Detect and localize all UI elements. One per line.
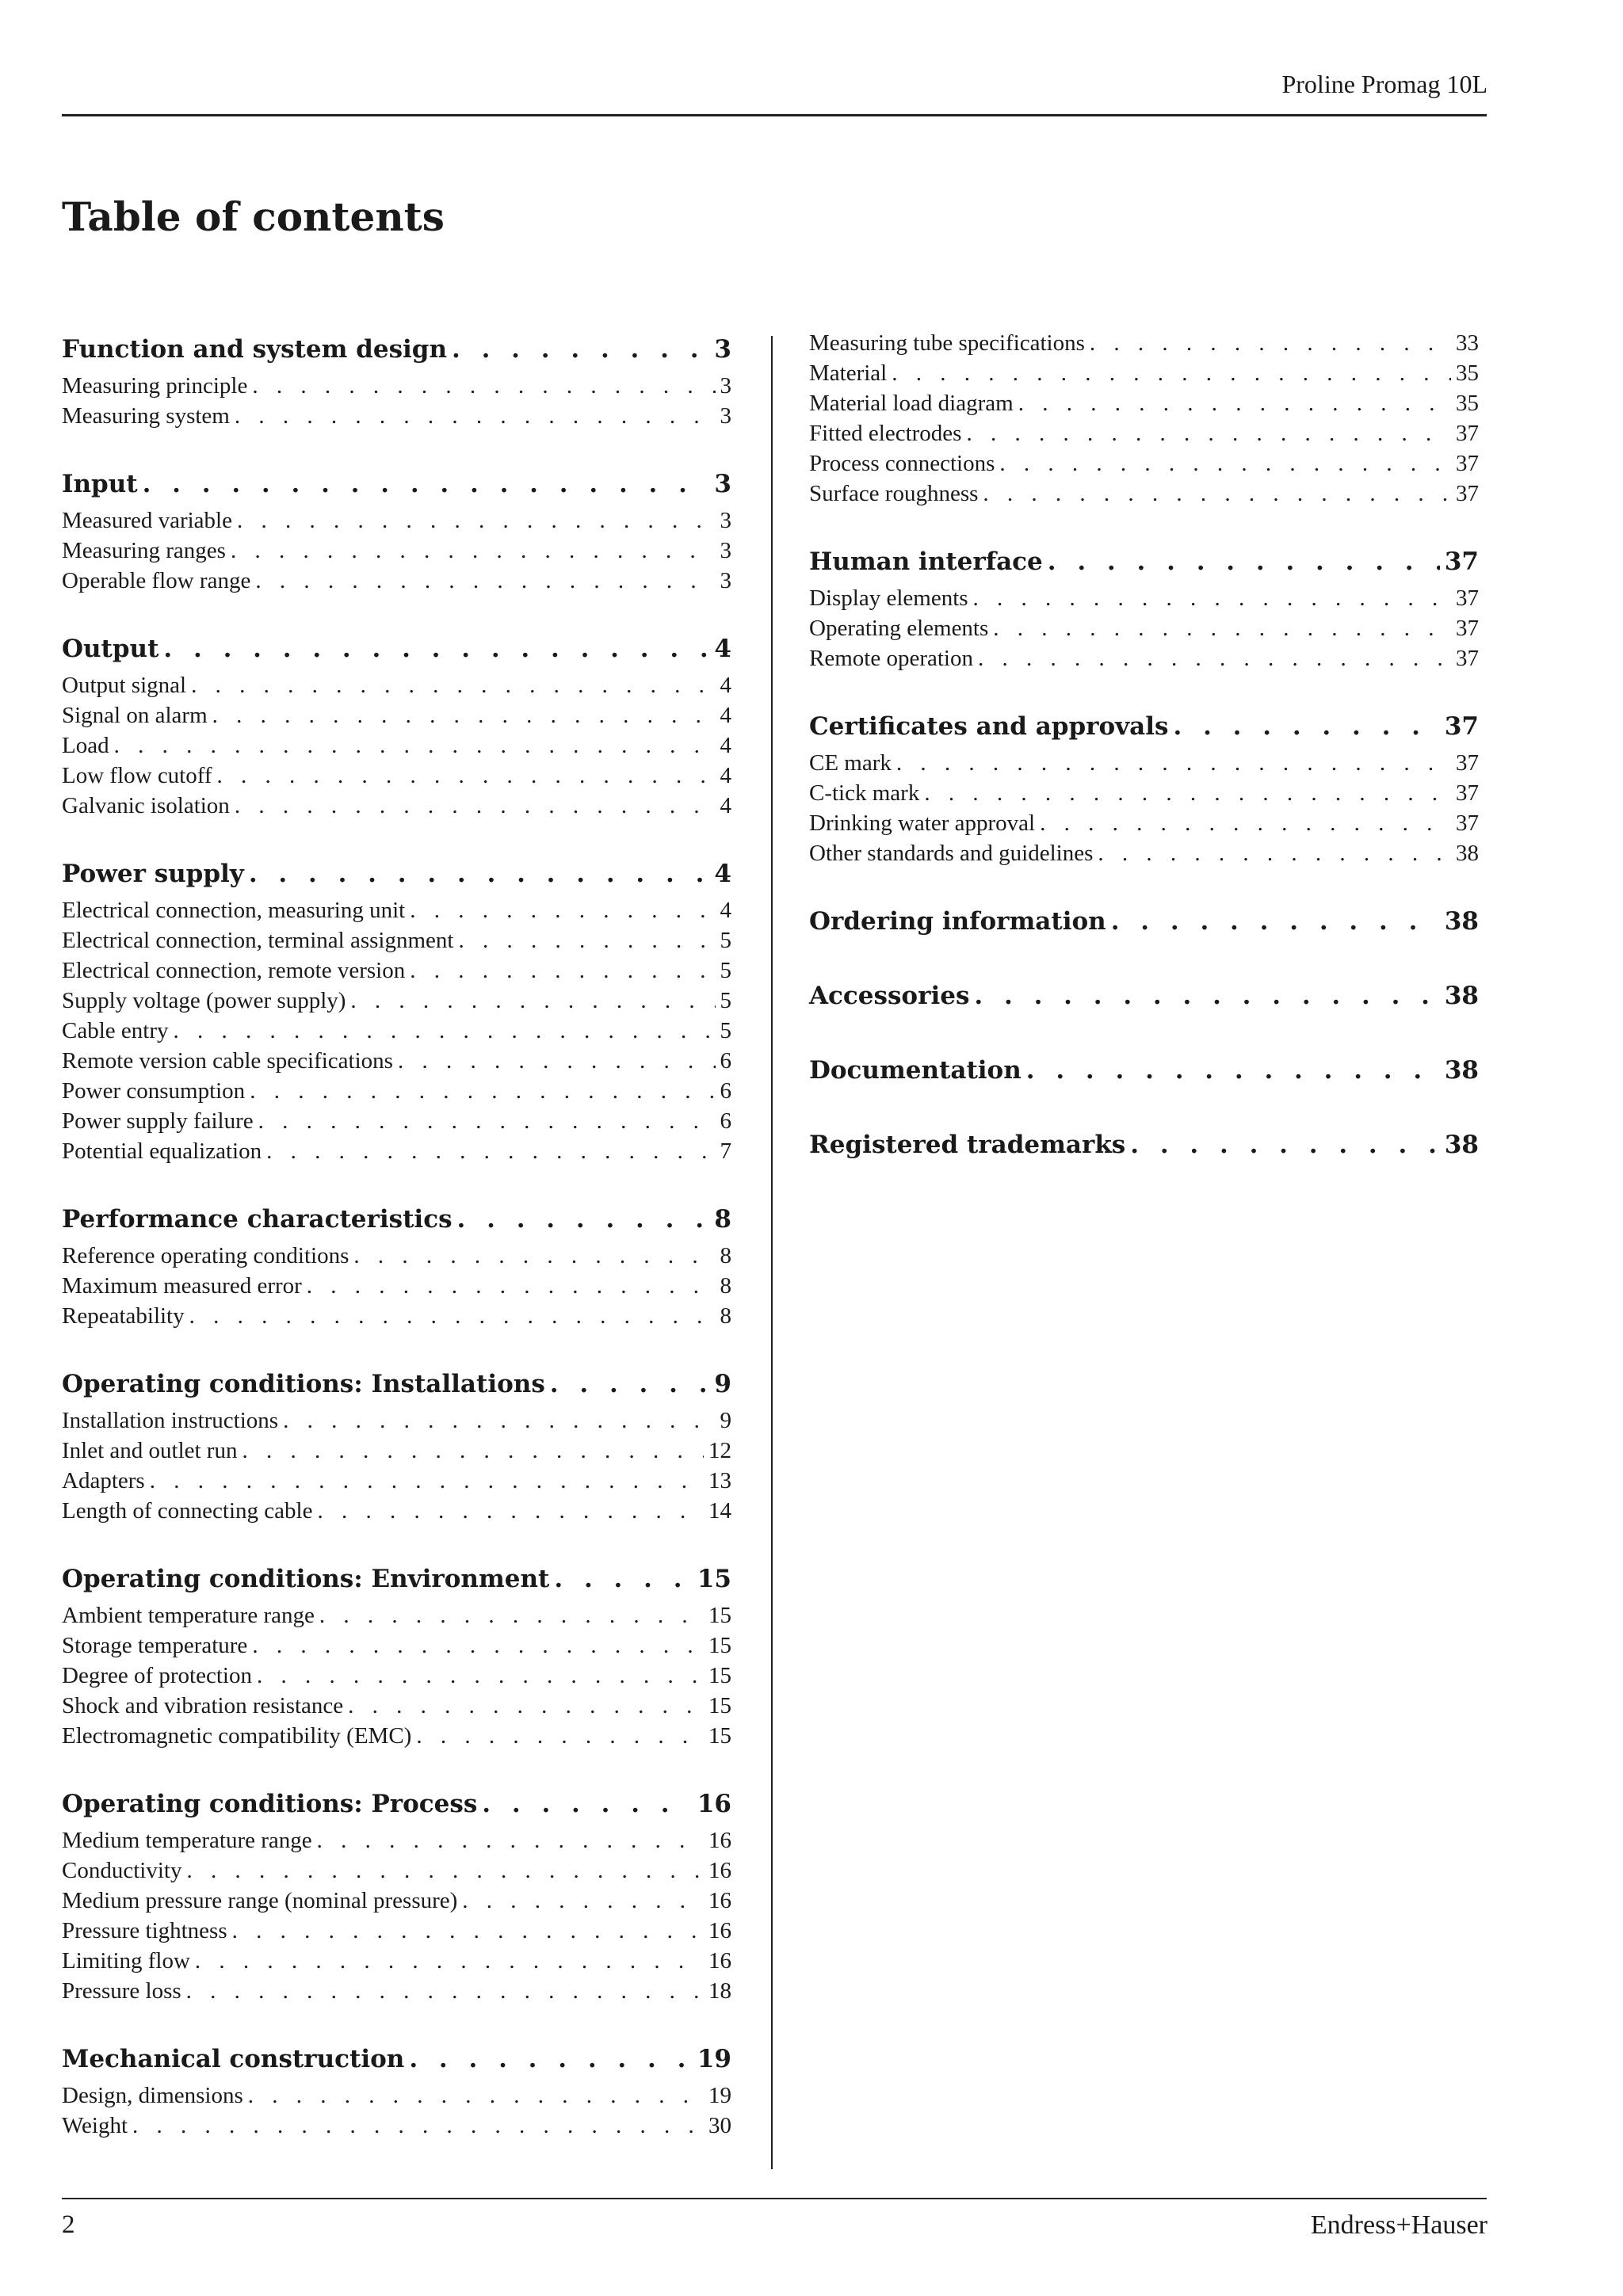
toc-heading[interactable] xyxy=(62,1363,731,1405)
toc-heading[interactable] xyxy=(809,1123,1479,1166)
dot-leader xyxy=(1026,1049,1440,1092)
dot-leader xyxy=(398,1046,716,1076)
dot-leader xyxy=(195,1946,704,1976)
toc-entry-label: Adapters xyxy=(62,1468,145,1493)
toc-entry[interactable] xyxy=(62,1976,731,2006)
toc-entry-page-number: 38 xyxy=(1456,841,1479,866)
toc-section xyxy=(62,1198,731,1331)
dot-leader xyxy=(317,1825,704,1855)
toc-entry-page-number: 37 xyxy=(1456,646,1479,671)
toc-entry-page-number: 35 xyxy=(1456,360,1479,386)
toc-entry-page-number: 3 xyxy=(720,403,731,429)
toc-heading-page-number: 38 xyxy=(1444,982,1479,1010)
toc-entry-page-number: 5 xyxy=(720,1018,731,1043)
toc-entry-label: Display elements xyxy=(809,585,968,611)
toc-entry-label: Measuring ranges xyxy=(62,538,226,563)
toc-heading-label: Certificates and approvals xyxy=(809,712,1169,741)
toc-entry-page-number: 16 xyxy=(708,1828,731,1853)
toc-heading-page-number: 4 xyxy=(714,635,731,663)
toc-entry-label: Ambient temperature range xyxy=(62,1603,315,1628)
toc-entry-page-number: 5 xyxy=(720,958,731,983)
toc-entry-label: Cable entry xyxy=(62,1018,169,1043)
toc-entry[interactable] xyxy=(62,986,731,1016)
toc-heading[interactable] xyxy=(809,1049,1479,1092)
toc-entry[interactable] xyxy=(62,1825,731,1855)
toc-section xyxy=(809,540,1479,673)
toc-entry-page-number: 37 xyxy=(1456,810,1479,836)
dot-leader xyxy=(410,895,715,925)
toc-entry-label: Design, dimensions xyxy=(62,2083,243,2108)
dot-leader xyxy=(242,1436,704,1466)
toc-entry[interactable] xyxy=(62,1106,731,1136)
toc-entry-page-number: 37 xyxy=(1456,451,1479,476)
toc-entry-label: Pressure loss xyxy=(62,1978,181,2004)
dot-leader xyxy=(248,2081,704,2111)
toc-section xyxy=(62,2038,731,2141)
toc-heading-label: Mechanical construction xyxy=(62,2045,405,2073)
toc-section xyxy=(62,1363,731,1526)
toc-entry-page-number: 4 xyxy=(720,703,731,728)
dot-leader xyxy=(462,1886,704,1916)
toc-entry-label: Supply voltage (power supply) xyxy=(62,988,346,1013)
toc-entry-label: Length of connecting cable xyxy=(62,1498,313,1524)
toc-entry-label: Limiting flow xyxy=(62,1948,190,1974)
dot-leader xyxy=(1111,900,1440,943)
toc-entry-page-number: 16 xyxy=(708,1888,731,1913)
toc-entry-label: Material load diagram xyxy=(809,391,1014,416)
toc-heading-label: Power supply xyxy=(62,860,244,888)
dot-leader xyxy=(143,463,710,505)
toc-entry[interactable] xyxy=(809,643,1479,673)
toc-entry[interactable] xyxy=(62,371,731,401)
toc-entry-label: Maximum measured error xyxy=(62,1273,302,1299)
dot-leader xyxy=(231,536,716,566)
toc-entry-page-number: 15 xyxy=(708,1693,731,1718)
dot-leader xyxy=(993,613,1451,643)
toc-entry[interactable] xyxy=(62,1436,731,1466)
toc-entry-page-number: 6 xyxy=(720,1048,731,1074)
toc-entry-page-number: 8 xyxy=(720,1303,731,1329)
toc-entry[interactable] xyxy=(62,1600,731,1630)
toc-entry-page-number: 37 xyxy=(1456,750,1479,776)
toc-entry-label: CE mark xyxy=(809,750,892,776)
dot-leader xyxy=(1018,388,1451,418)
toc-entry[interactable] xyxy=(62,2111,731,2141)
toc-entry-page-number: 3 xyxy=(720,508,731,533)
toc-section xyxy=(62,328,731,431)
toc-section xyxy=(62,1783,731,2006)
dot-leader xyxy=(186,1976,704,2006)
dot-leader xyxy=(973,583,1451,613)
toc-entry[interactable] xyxy=(62,1946,731,1976)
page-title: Table of contents xyxy=(62,193,445,240)
toc-entry-page-number: 8 xyxy=(720,1273,731,1299)
toc-entry-label: Storage temperature xyxy=(62,1633,248,1658)
dot-leader xyxy=(257,1661,704,1691)
toc-entry-page-number: 37 xyxy=(1456,585,1479,611)
dot-leader xyxy=(258,1106,716,1136)
toc-heading-label: Accessories xyxy=(809,982,970,1010)
toc-entry[interactable] xyxy=(62,1886,731,1916)
dot-leader xyxy=(353,1241,715,1271)
toc-heading[interactable] xyxy=(62,1783,731,1825)
toc-entry[interactable] xyxy=(62,670,731,700)
toc-entry[interactable] xyxy=(62,791,731,821)
toc-entry-label: Weight xyxy=(62,2113,128,2138)
dot-leader xyxy=(186,1855,704,1886)
toc-entry[interactable] xyxy=(62,1016,731,1046)
toc-heading-page-number: 38 xyxy=(1444,907,1479,936)
footer-page-number: 2 xyxy=(62,2210,75,2239)
dot-leader xyxy=(232,1916,704,1946)
toc-heading-page-number: 8 xyxy=(714,1205,731,1234)
dot-leader xyxy=(1173,705,1439,748)
toc-entry[interactable] xyxy=(62,1721,731,1751)
toc-entry-page-number: 15 xyxy=(708,1603,731,1628)
header-rule xyxy=(62,114,1487,116)
toc-heading-page-number: 15 xyxy=(697,1565,731,1593)
dot-leader xyxy=(974,974,1439,1017)
toc-entry[interactable] xyxy=(62,955,731,986)
dot-leader xyxy=(114,730,716,761)
toc-entry-label: Drinking water approval xyxy=(809,810,1036,836)
dot-leader xyxy=(924,778,1451,808)
toc-entry-page-number: 12 xyxy=(708,1438,731,1463)
dot-leader xyxy=(191,670,715,700)
toc-entry[interactable] xyxy=(62,566,731,596)
toc-heading[interactable] xyxy=(62,463,731,505)
toc-section xyxy=(809,974,1479,1017)
toc-entry-label: Reference operating conditions xyxy=(62,1243,349,1268)
toc-entry-page-number: 15 xyxy=(708,1633,731,1658)
toc-entry[interactable] xyxy=(62,536,731,566)
toc-entry-label: Electrical connection, remote version xyxy=(62,958,406,983)
dot-leader xyxy=(235,401,716,431)
toc-heading-label: Function and system design xyxy=(62,335,448,364)
footer-brand: Endress+Hauser xyxy=(1310,2210,1487,2240)
toc-heading[interactable] xyxy=(809,974,1479,1017)
dot-leader xyxy=(482,1783,693,1825)
toc-entry-label: Conductivity xyxy=(62,1858,182,1883)
dot-leader xyxy=(252,371,715,401)
toc-heading-page-number: 3 xyxy=(714,335,731,364)
toc-heading[interactable] xyxy=(809,705,1479,748)
toc-entry[interactable] xyxy=(62,1271,731,1301)
toc-heading-page-number: 16 xyxy=(697,1790,731,1818)
toc-entry-page-number: 33 xyxy=(1456,330,1479,356)
toc-heading[interactable] xyxy=(809,900,1479,943)
toc-entry[interactable] xyxy=(62,1855,731,1886)
dot-leader xyxy=(217,761,716,791)
dot-leader xyxy=(892,358,1451,388)
toc-heading-label: Documentation xyxy=(809,1056,1022,1085)
dot-leader xyxy=(409,2038,693,2081)
toc-entry-label: C-tick mark xyxy=(809,780,920,806)
toc-entry-label: Remote operation xyxy=(809,646,973,671)
dot-leader xyxy=(1040,808,1451,838)
toc-entry-label: Medium pressure range (nominal pressure) xyxy=(62,1888,458,1913)
toc-entry-label: Power supply failure xyxy=(62,1108,254,1134)
toc-entry-label: Output signal xyxy=(62,673,187,698)
toc-entry-page-number: 6 xyxy=(720,1108,731,1134)
toc-heading[interactable] xyxy=(62,852,731,895)
dot-leader xyxy=(896,748,1451,778)
toc-entry-label: Remote version cable specifications xyxy=(62,1048,393,1074)
toc-entry-page-number: 4 xyxy=(720,673,731,698)
toc-entry[interactable] xyxy=(62,1046,731,1076)
toc-heading-label: Operating conditions: Process xyxy=(62,1790,478,1818)
toc-entry[interactable] xyxy=(809,448,1479,479)
toc-entry[interactable] xyxy=(809,388,1479,418)
toc-entry[interactable] xyxy=(62,1916,731,1946)
toc-entry-page-number: 4 xyxy=(720,763,731,788)
toc-entry[interactable] xyxy=(62,1136,731,1166)
toc-entry-page-number: 15 xyxy=(708,1723,731,1749)
toc-entry-page-number: 37 xyxy=(1456,481,1479,506)
toc-heading-label: Input xyxy=(62,470,138,498)
toc-entry-page-number: 3 xyxy=(720,373,731,399)
toc-entry-page-number: 15 xyxy=(708,1663,731,1688)
toc-heading-page-number: 19 xyxy=(697,2045,731,2073)
dot-leader xyxy=(163,627,709,670)
toc-entry-label: Process connections xyxy=(809,451,995,476)
toc-entry-label: Electrical connection, measuring unit xyxy=(62,898,406,923)
dot-leader xyxy=(999,448,1451,479)
toc-heading-label: Registered trademarks xyxy=(809,1131,1126,1159)
toc-entry[interactable] xyxy=(809,583,1479,613)
toc-entry[interactable] xyxy=(809,808,1479,838)
toc-entry-page-number: 37 xyxy=(1456,616,1479,641)
toc-entry-label: Shock and vibration resistance xyxy=(62,1693,344,1718)
toc-heading[interactable] xyxy=(62,1198,731,1241)
toc-entry-page-number: 6 xyxy=(720,1078,731,1104)
toc-entry-label: Electromagnetic compatibility (EMC) xyxy=(62,1723,412,1749)
dot-leader xyxy=(452,328,709,371)
toc-entry-label: Pressure tightness xyxy=(62,1918,227,1943)
toc-entry[interactable] xyxy=(809,358,1479,388)
toc-heading-page-number: 38 xyxy=(1444,1131,1479,1159)
toc-entry-label: Galvanic isolation xyxy=(62,793,230,818)
toc-entry-label: Degree of protection xyxy=(62,1663,252,1688)
dot-leader xyxy=(458,925,715,955)
toc-entry-page-number: 37 xyxy=(1456,421,1479,446)
toc-entry-label: Repeatability xyxy=(62,1303,185,1329)
dot-leader xyxy=(457,1198,710,1241)
toc-heading-label: Performance characteristics xyxy=(62,1205,453,1234)
toc-entry[interactable] xyxy=(62,1076,731,1106)
toc-entry[interactable] xyxy=(62,730,731,761)
toc-entry-label: Medium temperature range xyxy=(62,1828,312,1853)
dot-leader xyxy=(173,1016,715,1046)
toc-entry-page-number: 13 xyxy=(708,1468,731,1493)
toc-entry-page-number: 35 xyxy=(1456,391,1479,416)
dot-leader xyxy=(189,1301,716,1331)
toc-entry-page-number: 3 xyxy=(720,538,731,563)
toc-entry[interactable] xyxy=(62,895,731,925)
dot-leader xyxy=(250,1076,715,1106)
toc-entry[interactable] xyxy=(62,2081,731,2111)
toc-heading[interactable] xyxy=(809,540,1479,583)
dot-leader xyxy=(283,1405,715,1436)
toc-entry-label: Measured variable xyxy=(62,508,232,533)
dot-leader xyxy=(252,1630,704,1661)
dot-leader xyxy=(237,505,716,536)
toc-entry-page-number: 37 xyxy=(1456,780,1479,806)
dot-leader xyxy=(212,700,716,730)
dot-leader xyxy=(255,566,715,596)
toc-entry[interactable] xyxy=(62,401,731,431)
dot-leader xyxy=(1048,540,1440,583)
toc-entry-page-number: 4 xyxy=(720,793,731,818)
toc-section xyxy=(62,1558,731,1751)
dot-leader xyxy=(266,1136,715,1166)
toc-entry[interactable] xyxy=(62,1405,731,1436)
toc-section xyxy=(809,1123,1479,1166)
toc-entry-page-number: 5 xyxy=(720,928,731,953)
left-column xyxy=(62,328,731,2172)
dot-leader xyxy=(416,1721,704,1751)
toc-entry[interactable] xyxy=(62,1466,731,1496)
toc-entry-label: Material xyxy=(809,360,888,386)
toc-entry-page-number: 3 xyxy=(720,568,731,593)
toc-entry-page-number: 19 xyxy=(708,2083,731,2108)
toc-heading-page-number: 38 xyxy=(1444,1056,1479,1085)
toc-entry-label: Operable flow range xyxy=(62,568,251,593)
toc-entry[interactable] xyxy=(62,1496,731,1526)
dot-leader xyxy=(348,1691,704,1721)
toc-entry-label: Electrical connection, terminal assignment xyxy=(62,928,454,953)
toc-entry-page-number: 16 xyxy=(708,1948,731,1974)
dot-leader xyxy=(150,1466,704,1496)
dot-leader xyxy=(966,418,1451,448)
toc-entry[interactable] xyxy=(62,1691,731,1721)
toc-entry[interactable] xyxy=(809,838,1479,868)
toc-heading-label: Output xyxy=(62,635,159,663)
dot-leader xyxy=(1098,838,1451,868)
toc-entry-label: Signal on alarm xyxy=(62,703,208,728)
dot-leader xyxy=(983,479,1451,509)
toc-entry-page-number: 16 xyxy=(708,1858,731,1883)
dot-leader xyxy=(1090,328,1451,358)
toc-entry-label: Installation instructions xyxy=(62,1408,279,1433)
toc-entry-page-number: 4 xyxy=(720,733,731,758)
dot-leader xyxy=(350,986,715,1016)
toc-entry-label: Power consumption xyxy=(62,1078,246,1104)
toc-entry-label: Measuring tube specifications xyxy=(809,330,1085,356)
toc-entry-page-number: 9 xyxy=(720,1408,731,1433)
toc-heading-label: Human interface xyxy=(809,547,1043,576)
column-divider xyxy=(771,336,773,2169)
toc-entry-page-number: 30 xyxy=(708,2113,731,2138)
dot-leader xyxy=(410,955,715,986)
toc-entry[interactable] xyxy=(62,925,731,955)
toc-entry-label: Potential equalization xyxy=(62,1138,262,1164)
toc-heading-page-number: 3 xyxy=(714,470,731,498)
toc-entry[interactable] xyxy=(62,700,731,730)
toc-entry-label: Low flow cutoff xyxy=(62,763,212,788)
toc-entry-page-number: 7 xyxy=(720,1138,731,1164)
toc-section xyxy=(809,900,1479,943)
toc-entry-page-number: 4 xyxy=(720,898,731,923)
toc-heading-label: Ordering information xyxy=(809,907,1106,936)
toc-heading-label: Operating conditions: Environment xyxy=(62,1565,550,1593)
toc-entry-label: Load xyxy=(62,733,109,758)
toc-entry-page-number: 5 xyxy=(720,988,731,1013)
toc-entry[interactable] xyxy=(62,505,731,536)
dot-leader xyxy=(1130,1123,1440,1166)
right-column xyxy=(809,328,1479,1198)
footer-rule xyxy=(62,2198,1487,2199)
toc-entry[interactable] xyxy=(809,479,1479,509)
toc-entry-label: Inlet and outlet run xyxy=(62,1438,238,1463)
toc-entry-label: Fitted electrodes xyxy=(809,421,962,446)
dot-leader xyxy=(317,1496,704,1526)
dot-leader xyxy=(550,1363,710,1405)
toc-heading[interactable] xyxy=(62,328,731,371)
toc-entry[interactable] xyxy=(809,613,1479,643)
toc-entry[interactable] xyxy=(809,748,1479,778)
toc-entry[interactable] xyxy=(809,418,1479,448)
toc-entry-label: Measuring system xyxy=(62,403,230,429)
toc-heading[interactable] xyxy=(62,2038,731,2081)
dot-leader xyxy=(978,643,1451,673)
toc-section xyxy=(62,463,731,596)
toc-entry-label: Operating elements xyxy=(809,616,989,641)
toc-entry[interactable] xyxy=(62,1241,731,1271)
toc-entry[interactable] xyxy=(62,761,731,791)
toc-heading-page-number: 37 xyxy=(1444,712,1479,741)
toc-entry-page-number: 18 xyxy=(708,1978,731,2004)
dot-leader xyxy=(554,1558,693,1600)
toc-heading-label: Operating conditions: Installations xyxy=(62,1370,545,1398)
header-title: Proline Promag 10L xyxy=(1281,70,1487,98)
toc-section xyxy=(809,1049,1479,1092)
dot-leader xyxy=(319,1600,704,1630)
toc-heading-page-number: 37 xyxy=(1444,547,1479,576)
toc-entry[interactable] xyxy=(62,1661,731,1691)
toc-entry[interactable] xyxy=(809,778,1479,808)
toc-heading[interactable] xyxy=(62,1558,731,1600)
dot-leader xyxy=(132,2111,704,2141)
dot-leader xyxy=(235,791,716,821)
toc-entry-page-number: 16 xyxy=(708,1918,731,1943)
toc-entry[interactable] xyxy=(62,1630,731,1661)
toc-entry[interactable] xyxy=(62,1301,731,1331)
toc-entry-label: Other standards and guidelines xyxy=(809,841,1094,866)
toc-entry-label: Measuring principle xyxy=(62,373,248,399)
toc-entry-page-number: 14 xyxy=(708,1498,731,1524)
dot-leader xyxy=(307,1271,716,1301)
toc-section xyxy=(62,852,731,1166)
toc-entry-page-number: 8 xyxy=(720,1243,731,1268)
toc-entry[interactable] xyxy=(809,328,1479,358)
toc-heading-page-number: 4 xyxy=(714,860,731,888)
toc-section xyxy=(809,705,1479,868)
toc-heading-page-number: 9 xyxy=(714,1370,731,1398)
dot-leader xyxy=(249,852,710,895)
toc-heading[interactable] xyxy=(62,627,731,670)
toc-section-continued xyxy=(809,328,1479,509)
toc-section xyxy=(62,627,731,821)
toc-entry-label: Surface roughness xyxy=(809,481,979,506)
